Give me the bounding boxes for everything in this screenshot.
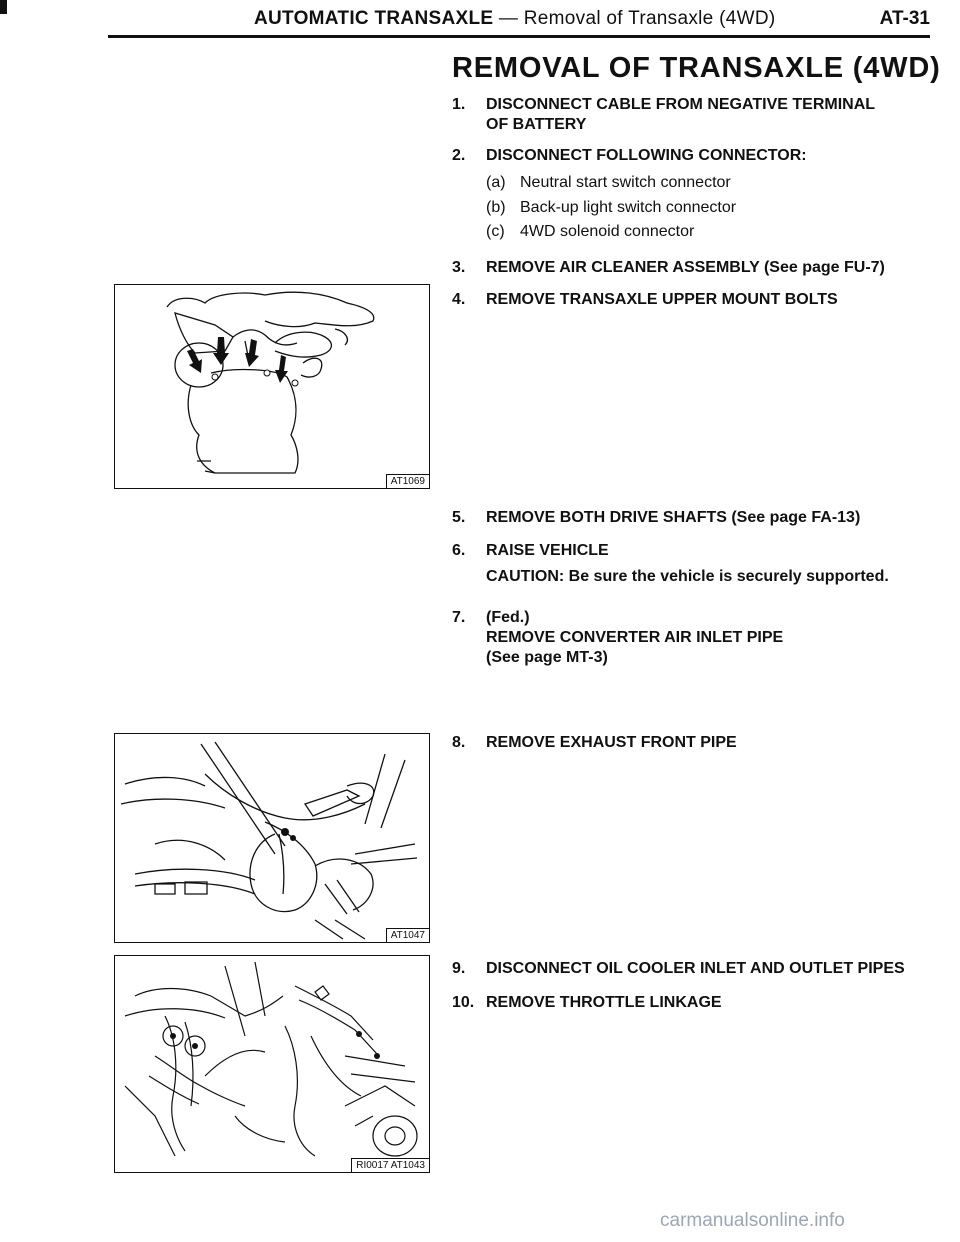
step-number: 4.	[452, 291, 466, 308]
substep-label: (a)	[486, 174, 506, 191]
step-text: DISCONNECT OIL COOLER INLET AND OUTLET PIPES	[486, 960, 905, 977]
figure-code: AT1069	[386, 474, 429, 488]
step-text: REMOVE EXHAUST FRONT PIPE	[486, 734, 737, 751]
step-line: (Fed.)	[486, 609, 530, 626]
step-8	[452, 733, 932, 753]
step-number: 8.	[452, 734, 466, 751]
step-number: 2.	[452, 147, 466, 164]
step-number: 6.	[452, 542, 466, 559]
step-text: REMOVE THROTTLE LINKAGE	[486, 994, 722, 1011]
step-number: 10.	[452, 994, 475, 1011]
step-number: 9.	[452, 960, 466, 977]
substep-text: 4WD solenoid connector	[520, 223, 695, 240]
figure-exhaust-front-pipe	[114, 733, 430, 943]
header-page-number: AT-31	[879, 8, 930, 29]
step-7	[452, 608, 932, 668]
step-6	[452, 541, 932, 585]
oil-cooler-illustration	[115, 956, 428, 1171]
step-text: REMOVE AIR CLEANER ASSEMBLY (See page FU-7)	[486, 259, 885, 276]
figure-code: AT1047	[386, 928, 429, 942]
step-text	[486, 95, 875, 135]
step-line: REMOVE CONVERTER AIR INLET PIPE	[486, 629, 784, 646]
step-5	[452, 508, 932, 528]
figure-oil-cooler-pipes	[114, 955, 430, 1173]
caution-line: CAUTION: Be sure the vehicle is securely supported.	[486, 568, 889, 585]
header-title-rest: — Removal of Transaxle (4WD)	[493, 8, 776, 29]
step-10	[452, 993, 932, 1013]
step-line: DISCONNECT CABLE FROM NEGATIVE TERMINAL	[486, 96, 876, 113]
step-3	[452, 258, 932, 278]
step-number: 3.	[452, 259, 466, 276]
step-text	[486, 541, 889, 587]
step-line: RAISE VEHICLE	[486, 542, 609, 559]
header-rule	[108, 35, 930, 38]
step-text: REMOVE BOTH DRIVE SHAFTS (See page FA-13)	[486, 509, 861, 526]
step-text: DISCONNECT FOLLOWING CONNECTOR:	[486, 147, 807, 164]
step-text: REMOVE TRANSAXLE UPPER MOUNT BOLTS	[486, 291, 838, 308]
step-4	[452, 290, 932, 310]
page-header	[108, 8, 930, 34]
substep-label: (b)	[486, 199, 506, 216]
step-number: 1.	[452, 96, 466, 113]
substep-text: Neutral start switch connector	[520, 174, 731, 191]
exhaust-illustration	[115, 734, 428, 941]
corner-crop-mark	[0, 0, 7, 14]
watermark: carmanualsonline.info	[660, 1210, 845, 1231]
step-1	[452, 95, 932, 135]
header-title-bold: AUTOMATIC TRANSAXLE	[254, 8, 494, 29]
step-line: OF BATTERY	[486, 116, 587, 133]
step-2	[452, 146, 932, 166]
engine-illustration	[115, 285, 428, 487]
substep-text: Back-up light switch connector	[520, 199, 737, 216]
step-number: 5.	[452, 509, 466, 526]
step-number: 7.	[452, 609, 466, 626]
step-text	[486, 608, 783, 668]
substep-label: (c)	[486, 223, 505, 240]
page-title: REMOVAL OF TRANSAXLE (4WD)	[452, 52, 941, 84]
header-title	[254, 8, 776, 30]
step-line: (See page MT-3)	[486, 649, 608, 666]
figure-upper-mount-bolts	[114, 284, 430, 489]
figure-code: RI0017 AT1043	[351, 1158, 429, 1172]
step-9	[452, 959, 932, 979]
